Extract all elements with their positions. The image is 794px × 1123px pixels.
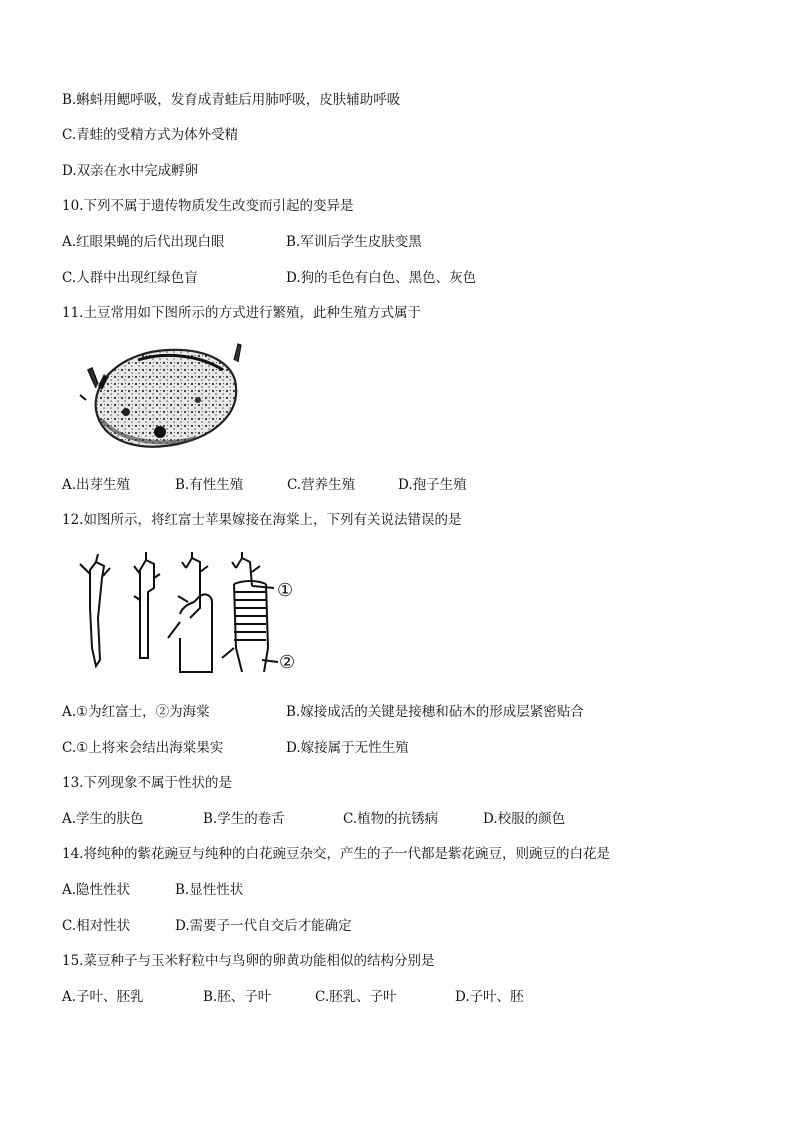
q11-stem: 11.土豆常用如下图所示的方式进行繁殖，此种生殖方式属于: [62, 305, 421, 321]
q15-option-a: A.子叶、胚乳: [62, 989, 144, 1005]
q15-option-d: D.子叶、胚: [455, 989, 524, 1005]
q12-option-b: B.嫁接成活的关键是接穗和砧木的形成层紧密贴合: [286, 704, 584, 720]
q12-option-a: A.①为红富士，②为海棠: [62, 704, 210, 720]
q13-option-c: C.植物的抗锈病: [343, 811, 439, 827]
q12-stem: 12.如图所示，将红富士苹果嫁接在海棠上，下列有关说法错误的是: [62, 512, 462, 528]
q13-option-d: D.校服的颜色: [483, 811, 566, 827]
q14-stem: 14.将纯种的紫花豌豆与纯种的白花豌豆杂交，产生的子一代都是紫花豌豆，则豌豆的白花是: [62, 846, 610, 862]
q14-option-c: C.相对性状: [62, 918, 131, 934]
q13-option-a: A.学生的肤色: [62, 811, 144, 827]
q14-option-d: D.需要子一代自交后才能确定: [175, 918, 352, 934]
potato-figure: [78, 340, 248, 458]
q10-option-b: B.军训后学生皮肤变黑: [286, 234, 422, 250]
q15-option-c: C.胚乳、子叶: [315, 989, 397, 1005]
q13-option-b: B.学生的卷舌: [203, 811, 285, 827]
q10-stem: 10.下列不属于遗传物质发生改变而引起的变异是: [62, 198, 354, 214]
q14-option-b: B.显性性状: [175, 882, 244, 898]
q14-option-a: A.隐性性状: [62, 882, 131, 898]
graft-label-2: ②: [279, 652, 296, 673]
q11-option-c: C.营养生殖: [287, 477, 356, 493]
q13-stem: 13.下列现象不属于性状的是: [62, 775, 232, 791]
q15-option-b: B.胚、子叶: [203, 989, 272, 1005]
q10-option-d: D.狗的毛色有白色、黑色、灰色: [286, 270, 477, 286]
q10-option-c: C.人群中出现红绿色盲: [62, 270, 198, 286]
q11-option-a: A.出芽生殖: [62, 477, 131, 493]
q9-option-d: D.双亲在水中完成孵卵: [62, 163, 199, 179]
q9-option-c: C.青蛙的受精方式为体外受精: [62, 127, 239, 143]
q11-option-d: D.孢子生殖: [398, 477, 467, 493]
graft-label-1: ①: [277, 580, 294, 601]
q12-option-c: C.①上将来会结出海棠果实: [62, 740, 224, 756]
q10-option-a: A.红眼果蝇的后代出现白眼: [62, 234, 225, 250]
q11-option-b: B.有性生殖: [175, 477, 244, 493]
grafting-figure: [76, 548, 310, 678]
q9-option-b: B.蝌蚪用鳃呼吸，发育成青蛙后用肺呼吸，皮肤辅助呼吸: [62, 92, 401, 108]
q15-stem: 15.菜豆种子与玉米籽粒中与鸟卵的卵黄功能相似的结构分别是: [62, 953, 435, 969]
q12-option-d: D.嫁接属于无性生殖: [286, 740, 409, 756]
